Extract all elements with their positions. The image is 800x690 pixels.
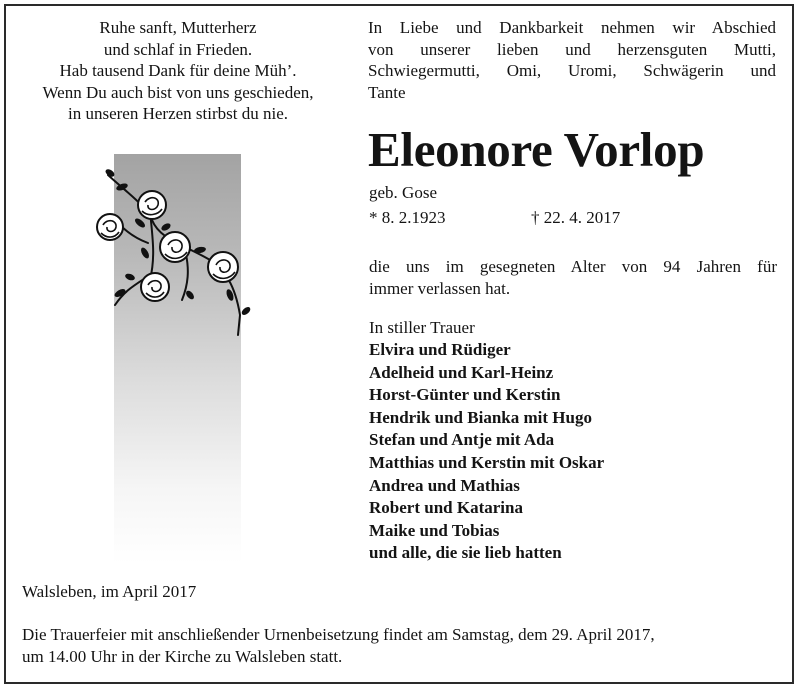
death-date: † 22. 4. 2017 [531,208,621,227]
mourner-entry: und alle, die sie lieb hatten [369,543,562,563]
birth-date: * 8. 2.1923 [369,208,446,227]
maiden-name: geb. Gose [369,183,437,202]
mourner-entry: Stefan und Antje mit Ada [369,430,555,450]
poem-line: Wenn Du auch bist von uns geschieden, [42,82,314,102]
mourner-entry: Matthias und Kerstin mit Oskar [369,452,605,472]
mourner-entry: Maike und Tobias [369,520,500,540]
intro-line: von unserer lieben und herzensguten Mutti, [368,39,776,59]
mourner-entry: Robert und Katarina [369,498,523,518]
mourners-list [369,339,604,565]
roses-illustration [90,165,265,340]
place-and-date: Walsleben, im April 2017 [22,582,197,601]
funeral-line: um 14.00 Uhr in der Kirche zu Walsleben statt. [22,646,343,666]
funeral-announcement [22,624,782,667]
deceased-name: Eleonore Vorlop [368,122,705,177]
poem-line: in unseren Herzen stirbst du nie. [68,104,288,123]
intro-line: Schwiegermutti, Omi, Uromi, Schwägerin und [368,61,776,80]
funeral-line: Die Trauerfeier mit anschließender Urnenbeisetzung findet am Samstag, dem 29. April 2017, [22,625,655,644]
memorial-poem [20,17,336,125]
mourner-entry: Adelheid und Karl-Heinz [369,362,554,382]
poem-line: und schlaf in Frieden. [103,39,253,59]
intro-text [368,17,776,103]
mourning-heading: In stiller Trauer [369,318,475,337]
age-line: immer verlassen hat. [369,278,511,298]
mourner-entry: Elvira und Rüdiger [369,340,511,359]
intro-line: Tante [368,82,406,102]
age-line: die uns im gesegneten Alter von 94 Jahren für [369,257,777,276]
mourner-entry: Horst-Günter und Kerstin [369,385,561,405]
mourner-entry: Hendrik und Bianka mit Hugo [369,407,592,427]
age-statement [369,256,777,299]
intro-line: In Liebe und Dankbarkeit nehmen wir Abschied [368,18,776,37]
mourner-entry: Andrea und Mathias [369,475,520,495]
poem-line: Ruhe sanft, Mutterherz [99,18,257,37]
poem-line: Hab tausend Dank für deine Müh’. [59,61,297,80]
